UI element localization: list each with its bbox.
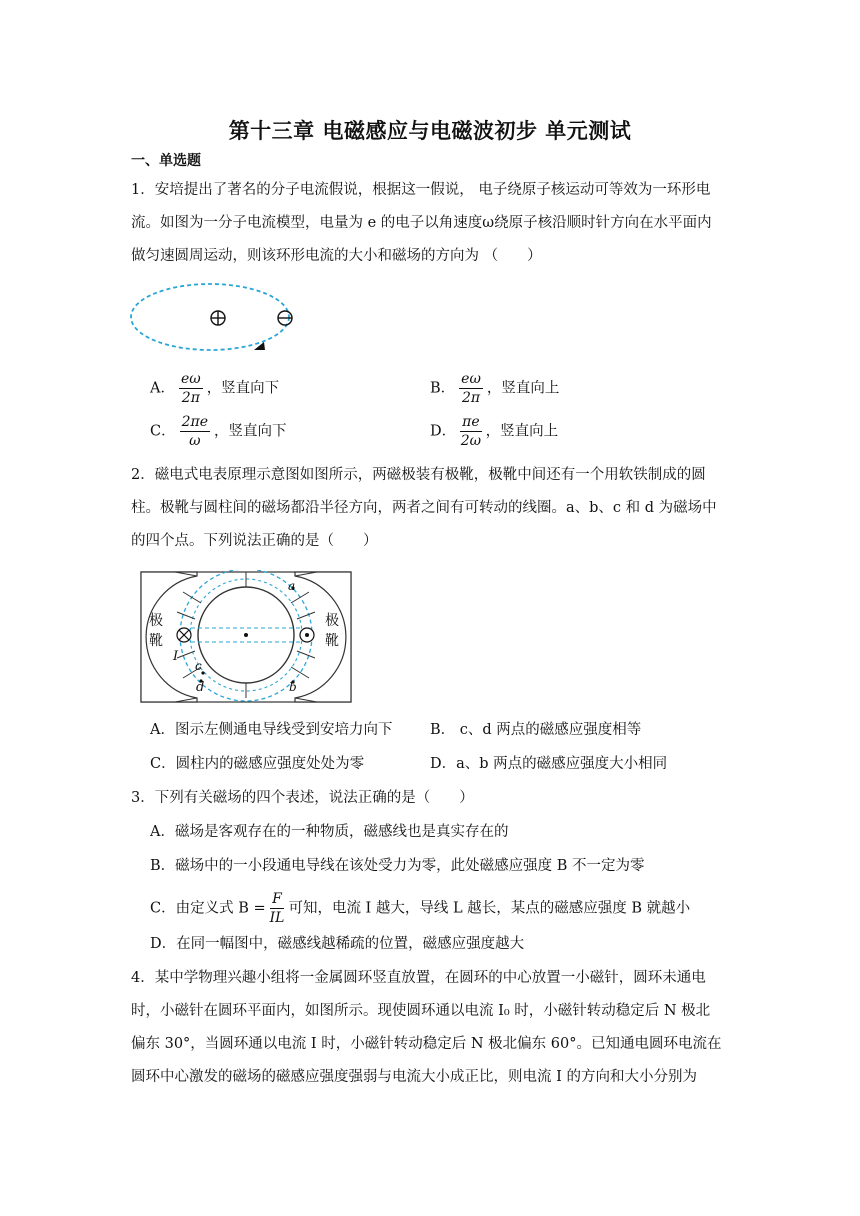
section-heading: 一、单选题 [131, 153, 201, 169]
q1-option-c[interactable]: C． $\frac{2\pi e}{\omega}$ ，竖直向下 [150, 414, 287, 449]
q2-option-a[interactable]: A．图示左侧通电导线受到安培力向下 [150, 722, 393, 738]
q1-option-a[interactable]: A． $\frac{e\omega}{2\pi}$ ，竖直向下 [150, 371, 280, 406]
q4-line: 偏东 30°，当圆环通以电流 I 时，小磁针转动稳定后 N 极北偏东 60°。已知通电圆环电流在 [131, 1036, 722, 1052]
q1-option-b[interactable]: B． $\frac{e\omega}{2\pi}$ ，竖直向上 [430, 371, 560, 406]
left-pole-label-1: 极 [149, 613, 163, 629]
current-in-icon [177, 628, 191, 642]
left-pole-label-2: 靴 [149, 633, 163, 649]
right-pole-label-2: 靴 [325, 633, 339, 649]
point-b-label: b [289, 680, 297, 694]
question-2-stem [131, 459, 731, 558]
q3-option-a[interactable]: A．磁场是客观存在的一种物质，磁感线也是真实存在的 [150, 824, 509, 840]
q4-line: 圆环中心激发的磁场的磁感应强度强弱与电流大小成正比，则电流 I 的方向和大小分别为 [131, 1069, 697, 1085]
q1-line: 做匀速圆周运动，则该环形电流的大小和磁场的方向为 （ ） [131, 248, 542, 264]
electron-orbit-figure [126, 272, 296, 354]
electron-icon [278, 311, 292, 325]
q4-line: 时，小磁针在圆环平面内，如图所示。现使圆环通以电流 I₀ 时，小磁针转动稳定后 N 极北 [131, 1003, 711, 1019]
question-3-stem: 3．下列有关磁场的四个表述，说法正确的是（ ） [131, 790, 474, 806]
q2-line: 2．磁电式电表原理示意图如图所示，两磁极装有极靴，极靴中间还有一个用软铁制成的圆 [131, 467, 706, 483]
q2-option-d[interactable]: D．a、b 两点的磁感应强度大小相同 [430, 756, 668, 772]
galvanometer-figure [139, 570, 353, 704]
q2-line: 柱。极靴与圆柱间的磁场都沿半径方向，两者之间有可转动的线圈。a、b、c 和 d 为磁场中 [131, 500, 717, 516]
q3-option-b[interactable]: B．磁场中的一小段通电导线在该处受力为零，此处磁感应强度 B 不一定为零 [150, 858, 645, 874]
q4-line: 4．某中学物理兴趣小组将一金属圆环竖直放置，在圆环的中心放置一小磁针，圆环未通电 [131, 970, 706, 986]
question-4-stem [131, 962, 731, 1094]
nucleus-icon [211, 311, 225, 325]
right-pole-label-1: 极 [325, 613, 339, 629]
page-title: 第十三章 电磁感应与电磁波初步 单元测试 [228, 119, 632, 143]
q2-line: 的四个点。下列说法正确的是（ ） [131, 533, 378, 549]
orbit-path [131, 284, 289, 350]
q1-line: 1．安培提出了著名的分子电流假说，根据这一假说， 电子绕原子核运动可等效为一环形电 [131, 182, 711, 198]
point-c-label: c [195, 659, 202, 673]
point-d-label: d [196, 680, 205, 695]
current-label: I [173, 649, 179, 664]
q3-option-c[interactable]: C．由定义式 B = $\frac{F}{IL}$ 可知，电流 I 越大，导线 L 越长，某点的磁感应强度 B 就越小 [150, 891, 691, 926]
point-a-label: a [288, 579, 296, 593]
q3-option-d[interactable]: D．在同一幅图中，磁感线越稀疏的位置，磁感应强度越大 [150, 936, 525, 952]
question-1-stem [131, 174, 731, 273]
q2-option-b[interactable]: B． c、d 两点的磁感应强度相等 [430, 722, 642, 738]
q1-option-d[interactable]: D． $\frac{\pi e}{2\omega}$ ，竖直向上 [430, 414, 559, 449]
q2-option-c[interactable]: C．圆柱内的磁感应强度处处为零 [150, 756, 365, 772]
q1-line: 流。如图为一分子电流模型，电量为 e 的电子以角速度ω绕原子核沿顺时针方向在水平面内 [131, 215, 712, 231]
current-out-icon [300, 628, 314, 642]
